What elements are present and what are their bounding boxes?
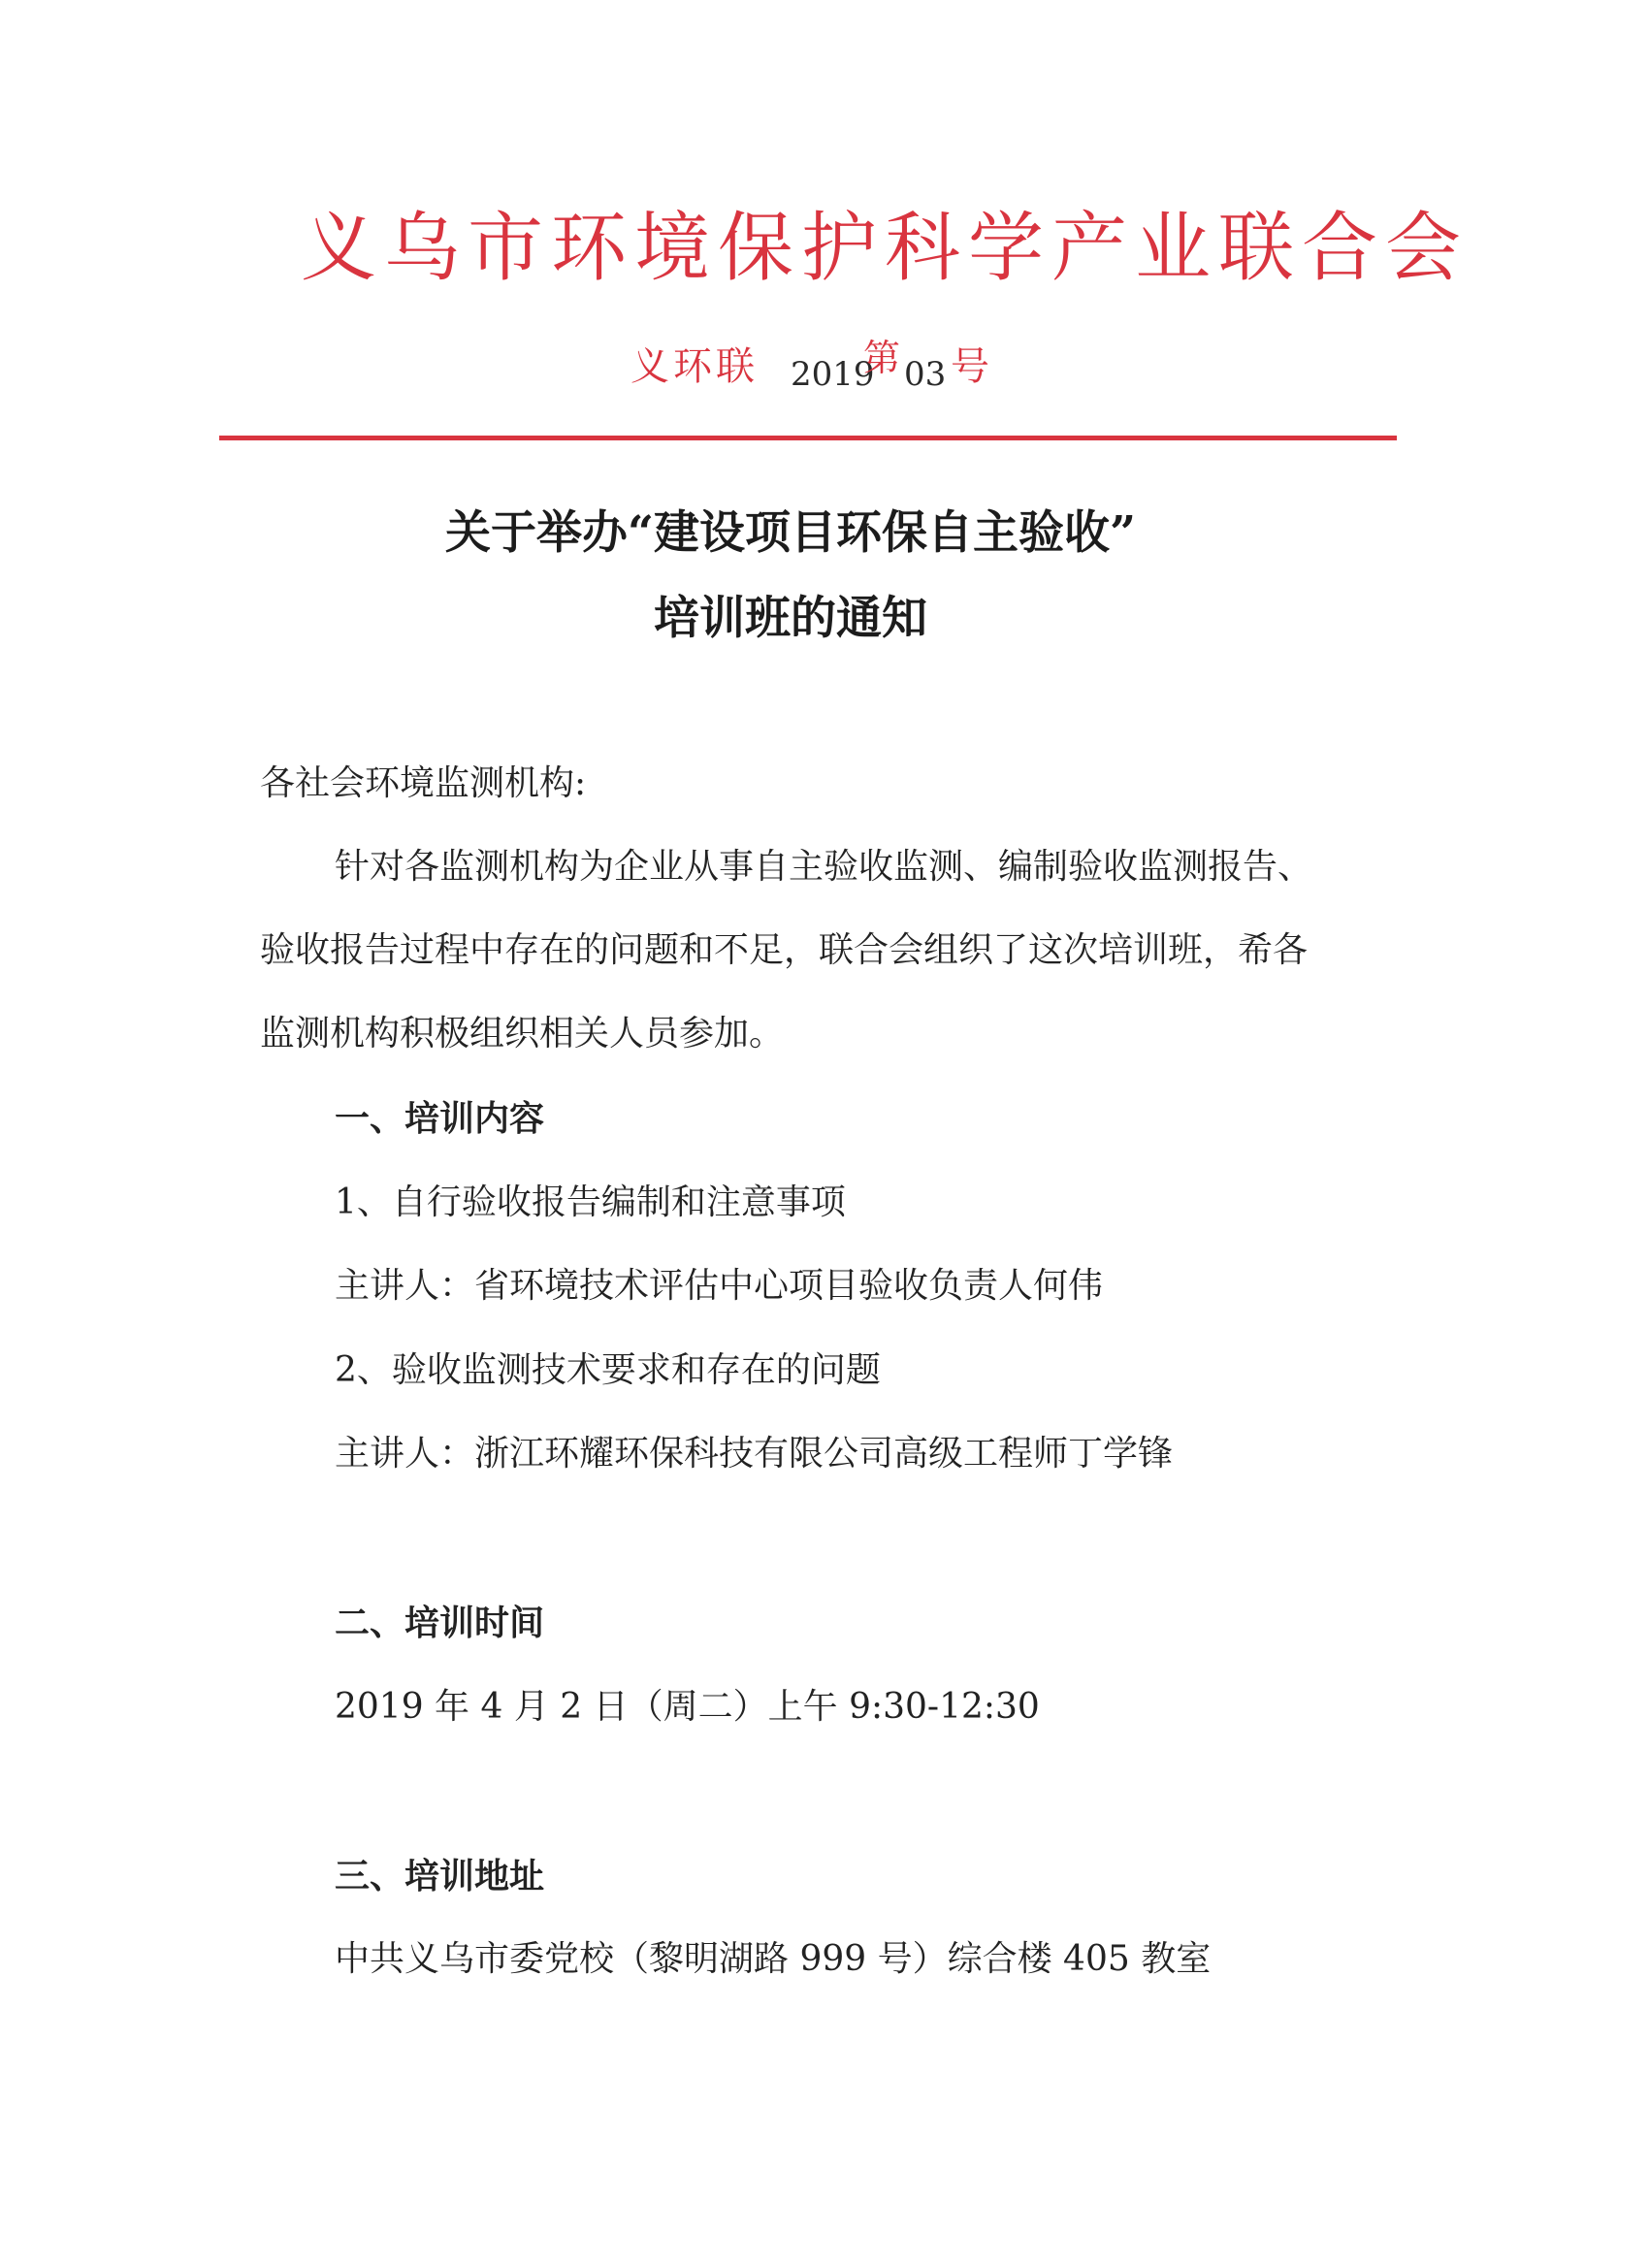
notice-title-line-2: 培训班的通知 xyxy=(654,592,927,645)
training-speaker-1: 主讲人：省环境技术评估中心项目验收负责人何伟 xyxy=(335,1266,1104,1306)
doc-number-di: 第 xyxy=(863,337,901,379)
training-item-2: 2、验收监测技术要求和存在的问题 xyxy=(335,1350,881,1390)
training-time: 2019 年 4 月 2 日（周二）上午 9:30-12:30 xyxy=(335,1687,1040,1727)
section-heading-address: 三、培训地址 xyxy=(335,1856,545,1896)
doc-number-num: 03 xyxy=(904,355,947,394)
salutation: 各社会环境监测机构: xyxy=(260,763,587,803)
letterhead-divider xyxy=(219,436,1397,440)
intro-paragraph-line-1: 针对各监测机构为企业从事自主验收监测、编制验收监测报告、 xyxy=(335,847,1313,887)
training-address: 中共义乌市委党校（黎明湖路 999 号）综合楼 405 教室 xyxy=(335,1939,1212,1979)
section-heading-content: 一、培训内容 xyxy=(335,1098,545,1139)
notice-title-line-1: 关于举办“建设项目环保自主验收” xyxy=(444,506,1137,560)
training-item-1: 1、自行验收报告编制和注意事项 xyxy=(335,1183,846,1222)
intro-paragraph-line-3: 监测机构积极组织相关人员参加。 xyxy=(260,1014,785,1053)
section-heading-time: 二、培训时间 xyxy=(335,1603,545,1643)
doc-number-year: 2019 xyxy=(791,355,875,394)
intro-paragraph-line-2: 验收报告过程中存在的问题和不足，联合会组织了这次培训班，希各 xyxy=(260,930,1309,970)
training-speaker-2: 主讲人：浙江环耀环保科技有限公司高级工程师丁学锋 xyxy=(335,1434,1174,1474)
letterhead-org-name: 义乌市环境保护科学产业联合会 xyxy=(301,205,1470,292)
document-number xyxy=(630,330,1018,398)
doc-number-prefix: 义环联 xyxy=(630,344,759,389)
doc-number-hao: 号 xyxy=(951,344,989,389)
